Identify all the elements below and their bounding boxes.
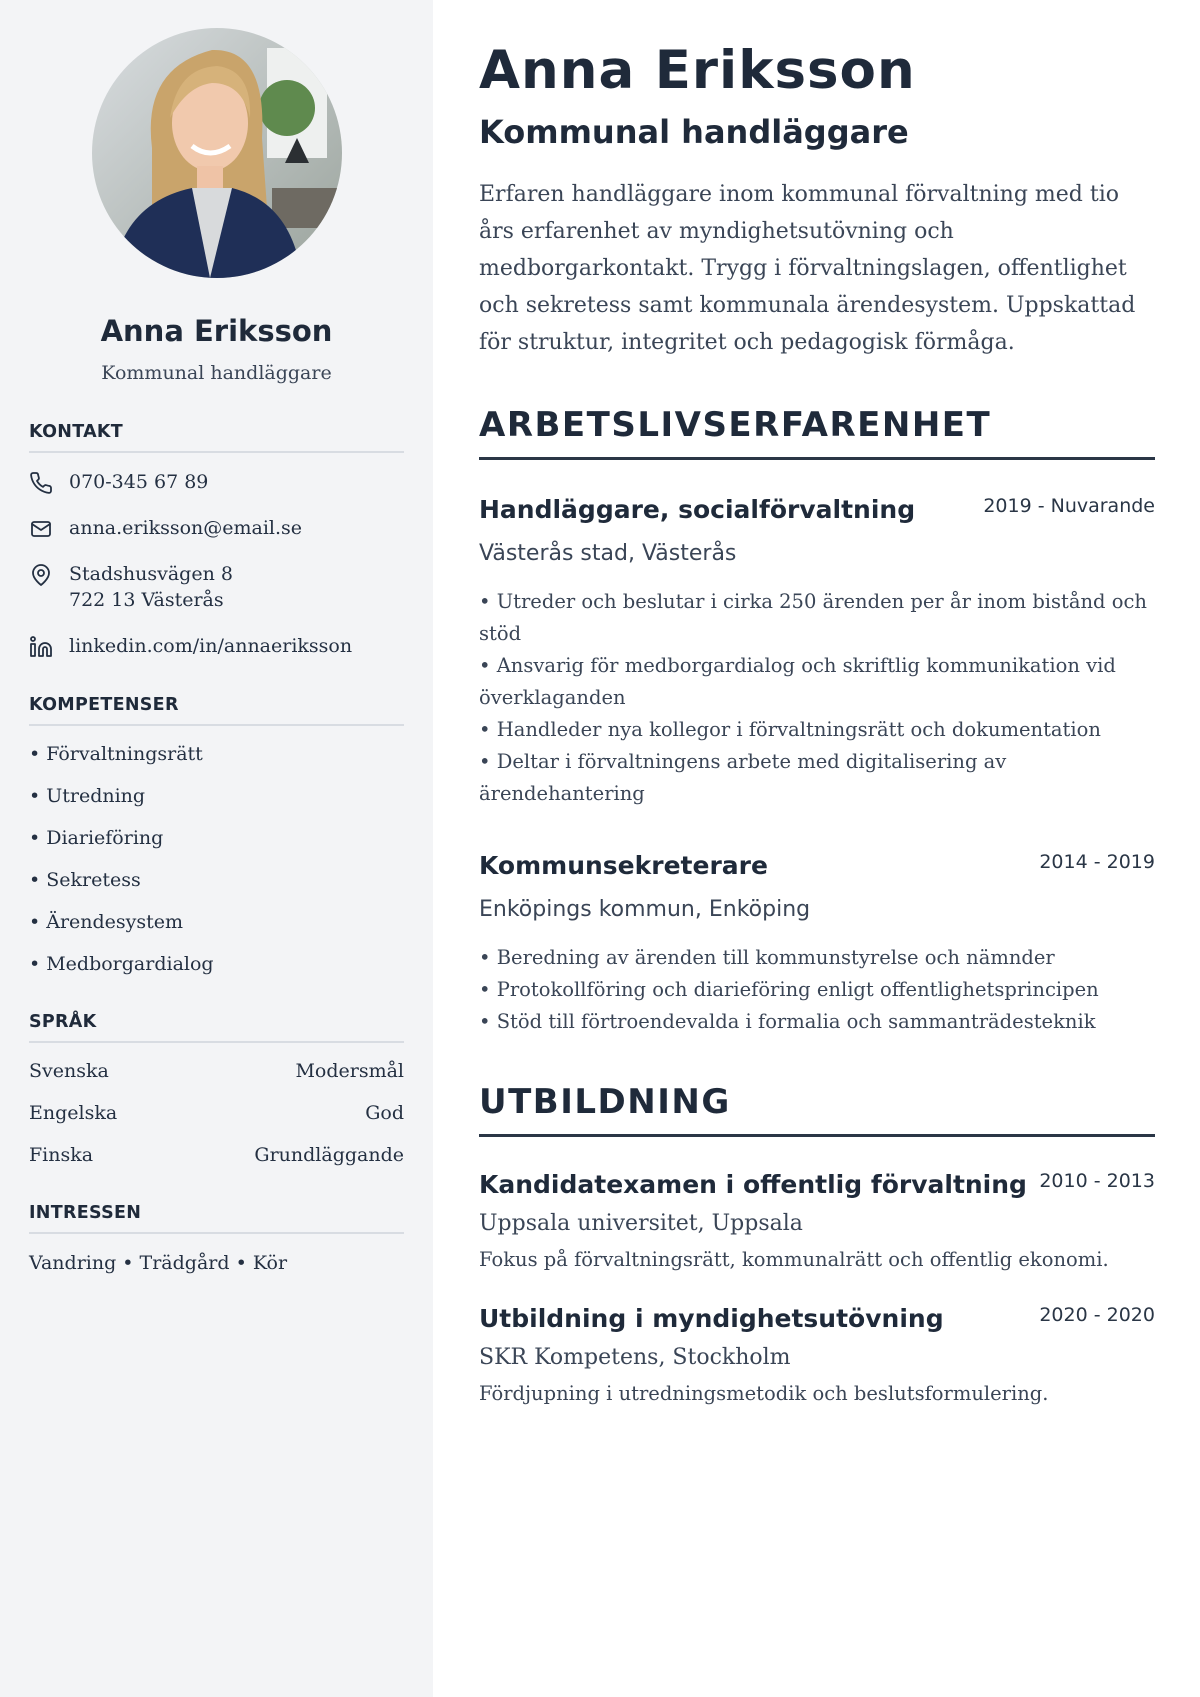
address-line-2: 722 13 Västerås xyxy=(69,589,224,611)
map-pin-icon xyxy=(29,563,53,587)
skill-item: • Medborgardialog xyxy=(29,953,214,975)
education-title: Kandidatexamen i offentlig förvaltning xyxy=(479,1170,1027,1199)
email-text: anna.eriksson@email.se xyxy=(69,517,303,539)
language-name: Engelska xyxy=(29,1102,118,1124)
profile-summary: Erfaren handläggare inom kommunal förvaltning med tio års erfarenhet av myndighetsutövning och medborgarkontakt. Trygg i förvaltningslagen, offentlighet och sekretess samt kommunala ärendesystem. Uppskattad för struktur, integritet och pedagogisk förmåga. xyxy=(479,182,1136,355)
education-institution: Uppsala universitet, Uppsala xyxy=(479,1211,803,1236)
education-date: 2020 - 2020 xyxy=(1039,1304,1155,1326)
language-level: God xyxy=(365,1102,404,1124)
contact-section xyxy=(29,422,404,659)
language-level: Modersmål xyxy=(295,1060,404,1082)
skill-item: • Förvaltningsrätt xyxy=(29,743,203,765)
skills-heading: KOMPETENSER xyxy=(29,695,404,726)
list-item: • Utreder och beslutar i cirka 250 ärenden per år inom bistånd och stöd xyxy=(479,590,1147,645)
job-title: Handläggare, socialförvaltning xyxy=(479,495,916,524)
job-date: 2019 - Nuvarande xyxy=(983,495,1155,517)
education-heading: UTBILDNING xyxy=(479,1082,1155,1137)
profile-photo xyxy=(92,28,342,278)
job-bullets xyxy=(479,942,1155,1038)
language-row xyxy=(29,1143,404,1167)
list-item: • Deltar i förvaltningens arbete med digitalisering av ärendehantering xyxy=(479,750,1007,805)
education-institution: SKR Kompetens, Stockholm xyxy=(479,1345,791,1370)
language-name: Svenska xyxy=(29,1060,109,1082)
education-title: Utbildning i myndighetsutövning xyxy=(479,1304,944,1333)
job-entry xyxy=(479,494,1155,810)
job-date: 2014 - 2019 xyxy=(1039,851,1155,873)
phone-text: 070-345 67 89 xyxy=(69,471,209,493)
contact-phone[interactable] xyxy=(29,469,404,495)
main-content xyxy=(433,0,1200,1697)
contact-email[interactable] xyxy=(29,515,404,541)
language-level: Grundläggande xyxy=(254,1144,404,1166)
experience-heading: ARBETSLIVSERFARENHET xyxy=(479,405,1155,460)
skill-item: • Sekretess xyxy=(29,869,141,891)
skill-item: • Ärendesystem xyxy=(29,911,184,933)
contact-heading: KONTAKT xyxy=(29,422,404,453)
interests-text: Vandring • Trädgård • Kör xyxy=(29,1252,288,1274)
education-description: Fördjupning i utredningsmetodik och beslutsformulering. xyxy=(479,1382,1049,1405)
contact-linkedin[interactable] xyxy=(29,633,404,659)
list-item: • Handleder nya kollegor i förvaltningsrätt och dokumentation xyxy=(479,718,1101,741)
list-item: • Ansvarig för medborgardialog och skriftlig kommunikation vid överklaganden xyxy=(479,654,1116,709)
interests-section xyxy=(29,1203,404,1276)
skills-section xyxy=(29,695,404,976)
education-description: Fokus på förvaltningsrätt, kommunalrätt och offentlig ekonomi. xyxy=(479,1248,1109,1271)
language-name: Finska xyxy=(29,1144,94,1166)
job-organization: Västerås stad, Västerås xyxy=(479,541,737,566)
linkedin-text: linkedin.com/in/annaeriksson xyxy=(69,635,353,657)
languages-section xyxy=(29,1012,404,1167)
interests-heading: INTRESSEN xyxy=(29,1203,404,1234)
contact-address xyxy=(29,561,404,613)
linkedin-icon xyxy=(29,635,53,659)
education-entry xyxy=(479,1303,1155,1407)
job-entry xyxy=(479,850,1155,1038)
education-entry xyxy=(479,1169,1155,1273)
skill-item: • Diarieföring xyxy=(29,827,164,849)
job-title: Kommunsekreterare xyxy=(479,851,768,880)
sidebar-title: Kommunal handläggare xyxy=(101,362,332,384)
skill-item: • Utredning xyxy=(29,785,146,807)
list-item: • Stöd till förtroendevalda i formalia och sammanträdesteknik xyxy=(479,1010,1096,1033)
job-bullets xyxy=(479,586,1155,810)
page-title: Anna Eriksson xyxy=(479,40,916,101)
job-title-headline: Kommunal handläggare xyxy=(479,113,909,151)
education-date: 2010 - 2013 xyxy=(1039,1170,1155,1192)
language-row xyxy=(29,1059,404,1083)
language-row xyxy=(29,1101,404,1125)
address-line-1: Stadshusvägen 8 xyxy=(69,563,233,585)
languages-heading: SPRÅK xyxy=(29,1012,404,1043)
list-item: • Beredning av ärenden till kommunstyrelse och nämnder xyxy=(479,946,1055,969)
mail-icon xyxy=(29,517,53,541)
phone-icon xyxy=(29,471,53,495)
list-item: • Protokollföring och diarieföring enligt offentlighetsprincipen xyxy=(479,978,1099,1001)
job-organization: Enköpings kommun, Enköping xyxy=(479,897,811,922)
sidebar xyxy=(0,0,433,1697)
sidebar-name: Anna Eriksson xyxy=(100,314,333,348)
